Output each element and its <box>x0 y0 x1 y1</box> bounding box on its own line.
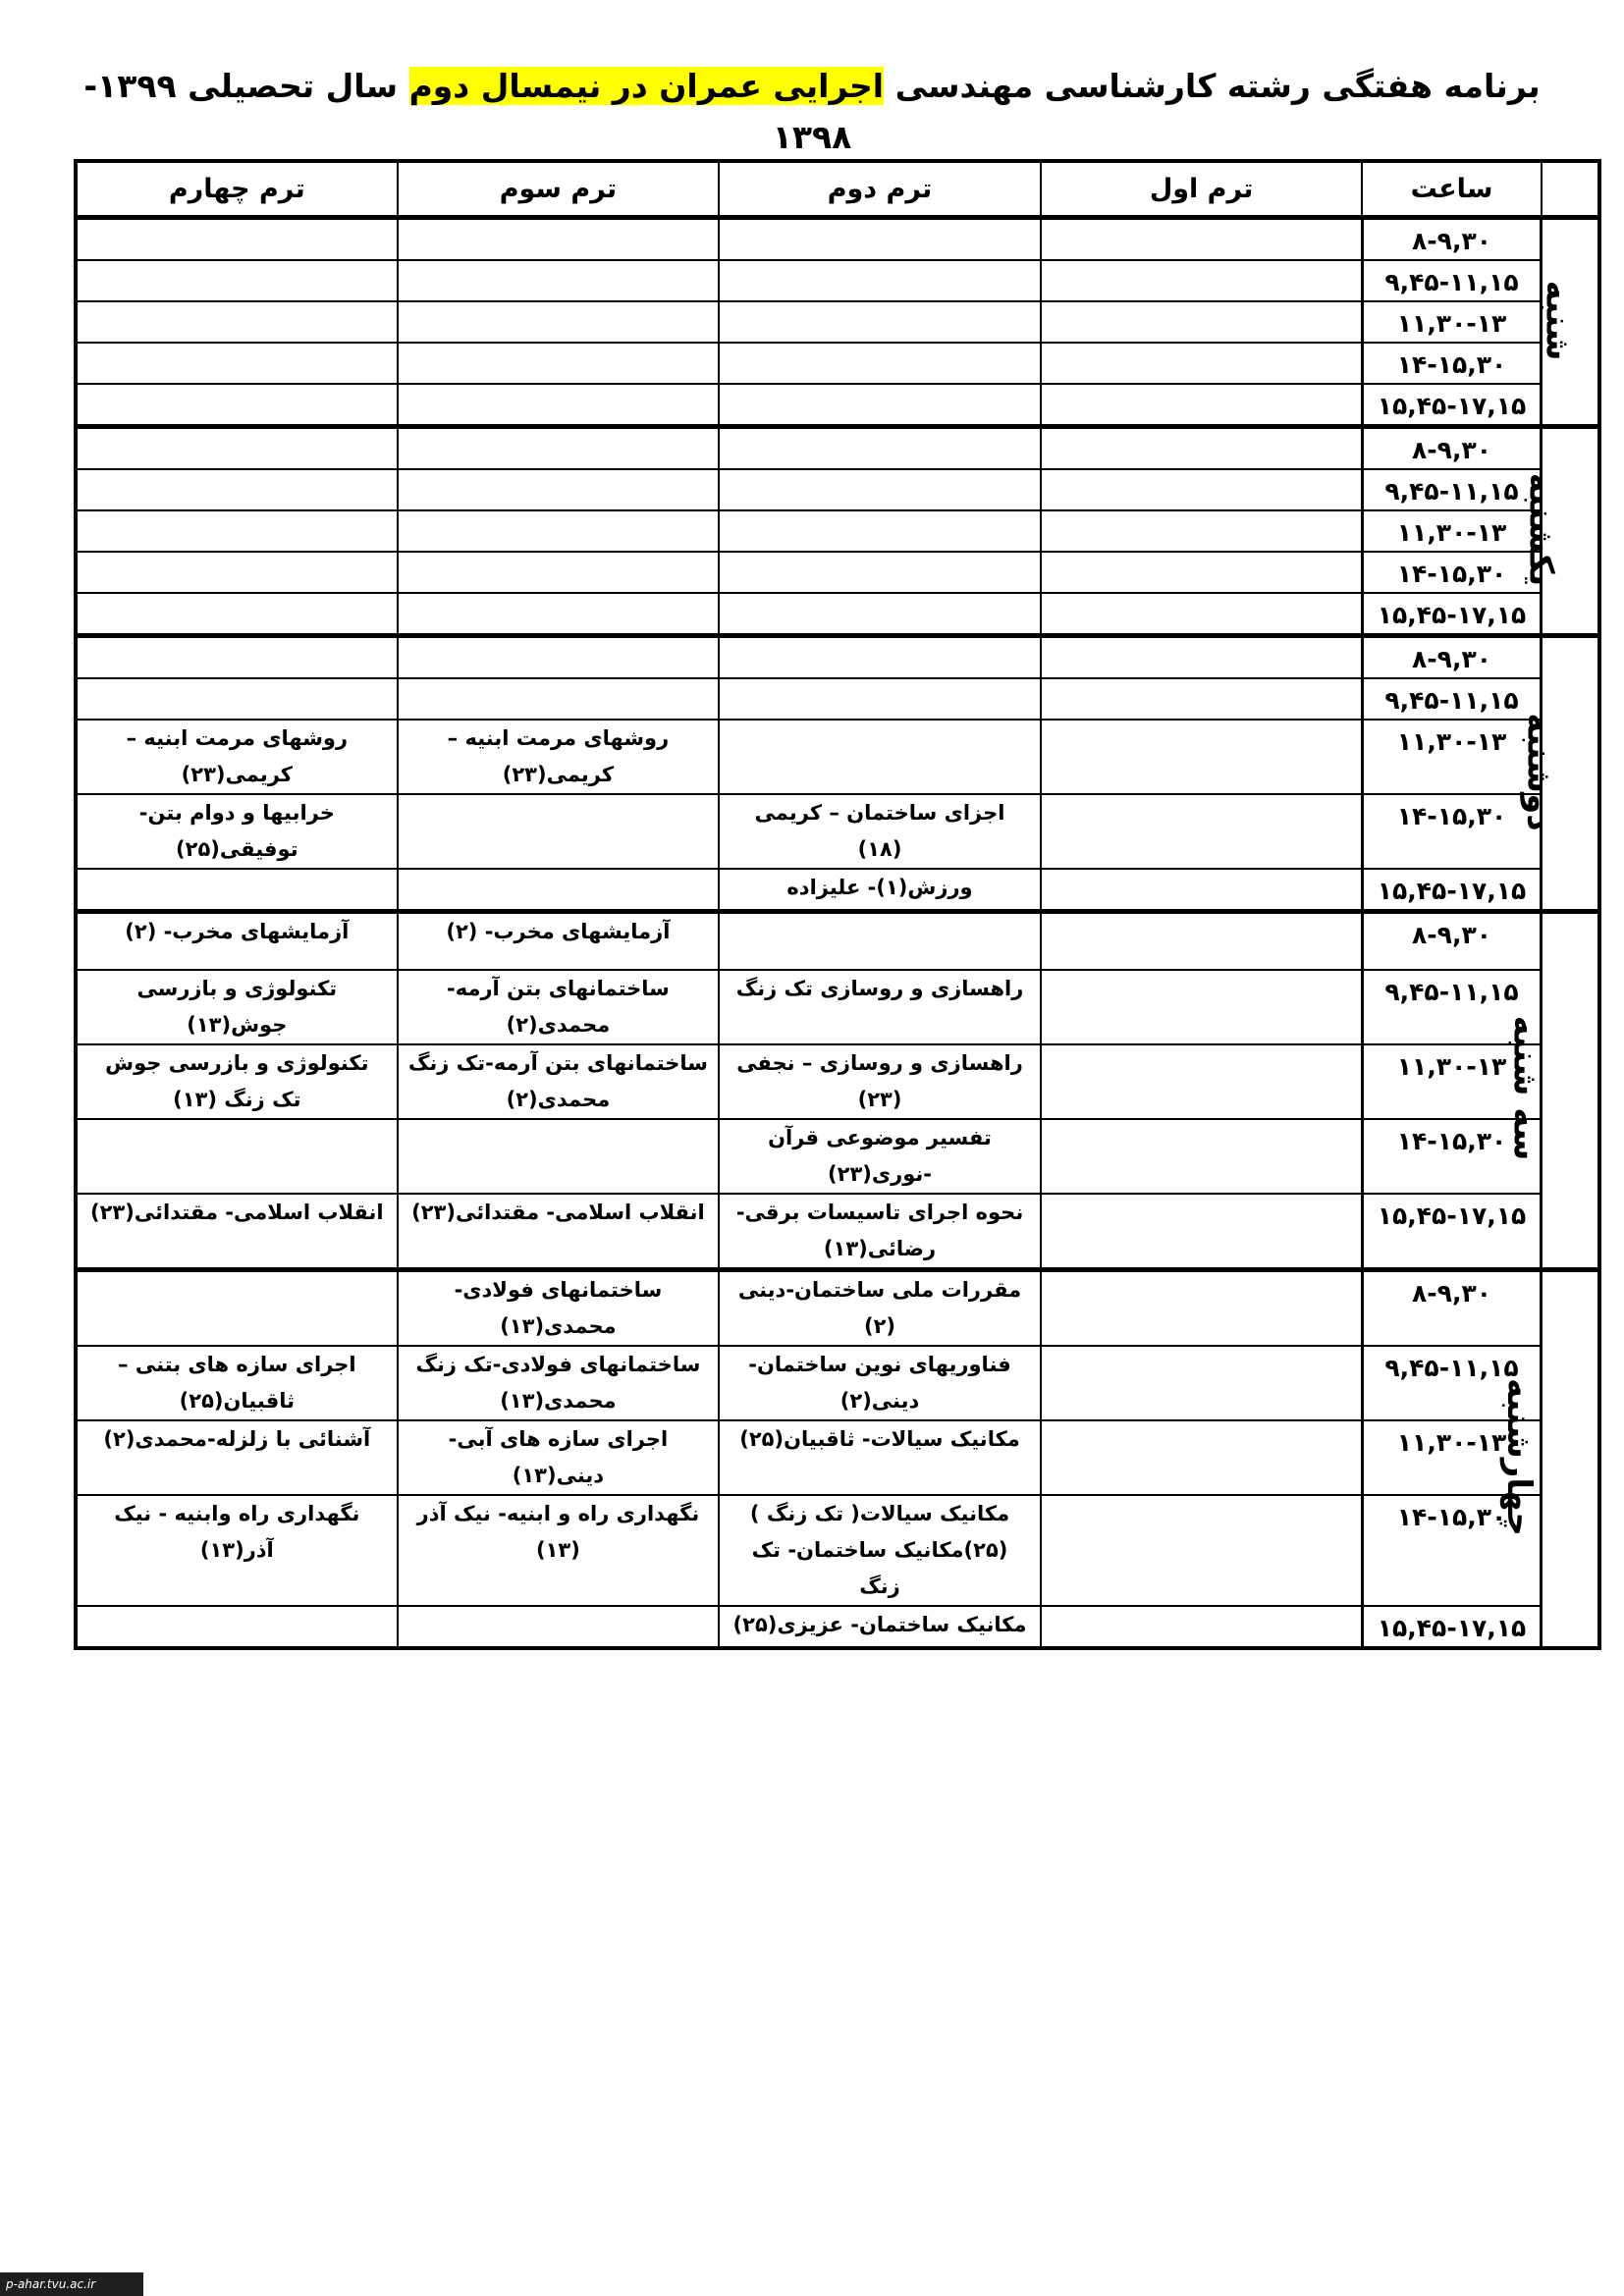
time-cell: ۱۴-۱۵,۳۰ <box>1362 1495 1541 1606</box>
term2-course-cell <box>719 593 1041 636</box>
term3-course-cell <box>398 343 720 384</box>
title-highlight: اجرایی عمران در نیمسال دوم <box>408 67 885 105</box>
table-row <box>76 1194 1599 1270</box>
term2-course-cell: راهسازی و روسازی تک زنگ <box>719 970 1041 1044</box>
time-cell: ۸-۹,۳۰ <box>1362 427 1541 470</box>
day-label: یکشنبه <box>1521 472 1561 586</box>
term4-course-cell <box>76 678 398 720</box>
table-row <box>76 427 1599 470</box>
term4-header: ترم چهارم <box>76 161 398 218</box>
table-row <box>76 1420 1599 1495</box>
term2-course-cell <box>719 218 1041 261</box>
term2-course-cell <box>719 343 1041 384</box>
time-cell: ۱۴-۱۵,۳۰ <box>1362 1119 1541 1194</box>
term4-course-cell: آزمایشهای مخرب- (۲) <box>76 912 398 970</box>
table-row <box>76 1269 1599 1346</box>
table-row <box>76 552 1599 593</box>
title-part2: سال تحصیلی ۱۳۹۹- ۱۳۹۸ <box>83 67 852 156</box>
table-row <box>76 1044 1599 1119</box>
term2-course-cell: ورزش(۱)- علیزاده <box>719 869 1041 912</box>
table-row <box>76 218 1599 261</box>
table-row <box>76 593 1599 636</box>
term4-course-cell <box>76 636 398 679</box>
table-row <box>76 912 1599 970</box>
term4-course-cell <box>76 218 398 261</box>
day-header-cell <box>1542 161 1599 218</box>
term1-course-cell <box>1041 1119 1363 1194</box>
term4-course-cell: انقلاب اسلامی- مقتدائی(۲۳) <box>76 1194 398 1270</box>
term3-course-cell <box>398 218 720 261</box>
time-header: ساعت <box>1362 161 1541 218</box>
term1-course-cell <box>1041 469 1363 510</box>
table-row <box>76 970 1599 1044</box>
time-cell: ۱۵,۴۵-۱۷,۱۵ <box>1362 869 1541 912</box>
term3-course-cell <box>398 1119 720 1194</box>
time-cell: ۹,۴۵-۱۱,۱۵ <box>1362 678 1541 720</box>
term4-course-cell <box>76 552 398 593</box>
term2-course-cell: نحوه اجرای تاسیسات برقی- رضائی(۱۳) <box>719 1194 1041 1270</box>
term2-course-cell <box>719 720 1041 794</box>
table-row <box>76 1346 1599 1420</box>
term1-course-cell <box>1041 510 1363 552</box>
term4-course-cell: آشنائی با زلزله-محمدی(۲) <box>76 1420 398 1495</box>
term1-course-cell <box>1041 869 1363 912</box>
time-cell: ۱۱,۳۰-۱۳ <box>1362 510 1541 552</box>
header-row <box>76 161 1599 218</box>
time-cell: ۱۵,۴۵-۱۷,۱۵ <box>1362 593 1541 636</box>
term3-course-cell: ساختمانهای فولادی- محمدی(۱۳) <box>398 1269 720 1346</box>
term1-course-cell <box>1041 1606 1363 1648</box>
time-cell: ۸-۹,۳۰ <box>1362 218 1541 261</box>
table-row <box>76 869 1599 912</box>
term2-course-cell <box>719 427 1041 470</box>
term3-course-cell <box>398 794 720 869</box>
time-cell: ۱۴-۱۵,۳۰ <box>1362 552 1541 593</box>
table-row <box>76 469 1599 510</box>
schedule-table <box>74 159 1601 1650</box>
table-row <box>76 1495 1599 1606</box>
term1-course-cell <box>1041 1194 1363 1270</box>
term2-course-cell: مکانیک سیالات- ثاقبیان(۲۵) <box>719 1420 1041 1495</box>
term1-course-cell <box>1041 218 1363 261</box>
term3-course-cell <box>398 301 720 343</box>
term1-course-cell <box>1041 1346 1363 1420</box>
table-row <box>76 510 1599 552</box>
day-label: سه شنبه <box>1505 1015 1545 1161</box>
time-cell: ۸-۹,۳۰ <box>1362 1269 1541 1346</box>
term4-course-cell: روشهای مرمت ابنیه – کریمی(۲۳) <box>76 720 398 794</box>
time-cell: ۹,۴۵-۱۱,۱۵ <box>1362 970 1541 1044</box>
term4-course-cell: تکنولوژی و بازرسی جوش(۱۳) <box>76 970 398 1044</box>
term3-course-cell <box>398 678 720 720</box>
term2-course-cell <box>719 469 1041 510</box>
term1-course-cell <box>1041 1495 1363 1606</box>
term4-course-cell: نگهداری راه وابنیه - نیک آذر(۱۳) <box>76 1495 398 1606</box>
term1-course-cell <box>1041 593 1363 636</box>
time-cell: ۱۴-۱۵,۳۰ <box>1362 343 1541 384</box>
term3-course-cell <box>398 869 720 912</box>
term3-header: ترم سوم <box>398 161 720 218</box>
time-cell: ۹,۴۵-۱۱,۱۵ <box>1362 469 1541 510</box>
term2-course-cell <box>719 678 1041 720</box>
term3-course-cell: ساختمانهای فولادی-تک زنگ محمدی(۱۳) <box>398 1346 720 1420</box>
table-row <box>76 260 1599 301</box>
time-cell: ۱۴-۱۵,۳۰ <box>1362 794 1541 869</box>
term4-course-cell <box>76 1269 398 1346</box>
term4-course-cell <box>76 469 398 510</box>
term2-course-cell <box>719 552 1041 593</box>
term3-course-cell <box>398 384 720 427</box>
term3-course-cell <box>398 1606 720 1648</box>
table-row <box>76 1606 1599 1648</box>
term1-course-cell <box>1041 912 1363 970</box>
table-row <box>76 384 1599 427</box>
term3-course-cell <box>398 593 720 636</box>
term3-course-cell: ساختمانهای بتن آرمه- محمدی(۲) <box>398 970 720 1044</box>
time-cell: ۱۵,۴۵-۱۷,۱۵ <box>1362 384 1541 427</box>
term3-course-cell: انقلاب اسلامی- مقتدائی(۲۳) <box>398 1194 720 1270</box>
term3-course-cell: اجرای سازه های آبی-دینی(۱۳) <box>398 1420 720 1495</box>
table-row <box>76 636 1599 679</box>
term1-course-cell <box>1041 720 1363 794</box>
term2-course-cell <box>719 301 1041 343</box>
page-title <box>59 61 1565 163</box>
term2-course-cell: فناوریهای نوین ساختمان- دینی(۲) <box>719 1346 1041 1420</box>
term4-course-cell: خرابیها و دوام بتن-توفیقی(۲۵) <box>76 794 398 869</box>
term4-course-cell <box>76 384 398 427</box>
term4-course-cell: تکنولوژی و بازرسی جوش تک زنگ (۱۳) <box>76 1044 398 1119</box>
term2-course-cell <box>719 912 1041 970</box>
time-cell: ۹,۴۵-۱۱,۱۵ <box>1362 260 1541 301</box>
term4-course-cell <box>76 301 398 343</box>
footer-url: p-ahar.tvu.ac.ir <box>0 2272 143 2296</box>
title-part1: برنامه هفتگی رشته کارشناسی مهندسی <box>894 67 1541 105</box>
term2-course-cell: مکانیک ساختمان- عزیزی(۲۵) <box>719 1606 1041 1648</box>
day-cell <box>1538 218 1599 427</box>
term4-course-cell <box>76 510 398 552</box>
table-row <box>76 720 1599 794</box>
time-cell: ۹,۴۵-۱۱,۱۵ <box>1362 1346 1541 1420</box>
term1-course-cell <box>1041 1420 1363 1495</box>
term2-course-cell <box>719 510 1041 552</box>
time-cell: ۸-۹,۳۰ <box>1362 912 1541 970</box>
term4-course-cell <box>76 427 398 470</box>
term1-course-cell <box>1041 427 1363 470</box>
time-cell: ۱۱,۳۰-۱۳ <box>1362 720 1541 794</box>
term1-course-cell <box>1041 678 1363 720</box>
term3-course-cell <box>398 552 720 593</box>
table-row <box>76 343 1599 384</box>
term3-course-cell: نگهداری راه و ابنیه- نیک آذر (۱۳) <box>398 1495 720 1606</box>
term2-course-cell: تفسیر موضوعی قرآن -نوری(۲۳) <box>719 1119 1041 1194</box>
time-cell: ۱۱,۳۰-۱۳ <box>1362 1044 1541 1119</box>
day-label: چهارشنبه <box>1498 1377 1539 1536</box>
day-cell <box>1498 1269 1599 1648</box>
term4-course-cell: اجرای سازه های بتنی – ثاقبیان(۲۵) <box>76 1346 398 1420</box>
time-cell: ۱۱,۳۰-۱۳ <box>1362 1420 1541 1495</box>
term4-course-cell <box>76 1606 398 1648</box>
time-cell: ۱۱,۳۰-۱۳ <box>1362 301 1541 343</box>
term3-course-cell <box>398 427 720 470</box>
term2-header: ترم دوم <box>719 161 1041 218</box>
term1-course-cell <box>1041 1269 1363 1346</box>
term2-course-cell: مکانیک سیالات( تک زنگ ) (۲۵)مکانیک ساختمان- تک زنگ <box>719 1495 1041 1606</box>
term3-course-cell: روشهای مرمت ابنیه – کریمی(۲۳) <box>398 720 720 794</box>
table-row <box>76 794 1599 869</box>
term2-course-cell <box>719 384 1041 427</box>
term1-course-cell <box>1041 343 1363 384</box>
term1-course-cell <box>1041 794 1363 869</box>
term4-course-cell <box>76 869 398 912</box>
day-label: دوشنبه <box>1519 712 1559 831</box>
day-cell <box>1505 912 1599 1270</box>
term2-course-cell: راهسازی و روسازی – نجفی (۲۳) <box>719 1044 1041 1119</box>
term1-course-cell <box>1041 260 1363 301</box>
term1-course-cell <box>1041 970 1363 1044</box>
term3-course-cell <box>398 469 720 510</box>
term1-course-cell <box>1041 384 1363 427</box>
day-cell <box>1521 427 1599 636</box>
term3-course-cell: ساختمانهای بتن آرمه-تک زنگ محمدی(۲) <box>398 1044 720 1119</box>
term2-course-cell <box>719 636 1041 679</box>
term3-course-cell <box>398 260 720 301</box>
time-cell: ۱۵,۴۵-۱۷,۱۵ <box>1362 1194 1541 1270</box>
term1-course-cell <box>1041 301 1363 343</box>
table-row <box>76 1119 1599 1194</box>
term4-course-cell <box>76 343 398 384</box>
term4-course-cell <box>76 593 398 636</box>
term3-course-cell: آزمایشهای مخرب- (۲) <box>398 912 720 970</box>
term1-header: ترم اول <box>1041 161 1363 218</box>
term1-course-cell <box>1041 552 1363 593</box>
term4-course-cell <box>76 260 398 301</box>
table-row <box>76 301 1599 343</box>
time-cell: ۸-۹,۳۰ <box>1362 636 1541 679</box>
term3-course-cell <box>398 510 720 552</box>
term2-course-cell: مقررات ملی ساختمان-دینی (۲) <box>719 1269 1041 1346</box>
table-row <box>76 678 1599 720</box>
term2-course-cell <box>719 260 1041 301</box>
term3-course-cell <box>398 636 720 679</box>
day-label: شنبه <box>1538 280 1578 360</box>
schedule-body <box>76 218 1599 1648</box>
time-cell: ۱۵,۴۵-۱۷,۱۵ <box>1362 1606 1541 1648</box>
term2-course-cell: اجزای ساختمان – کریمی (۱۸) <box>719 794 1041 869</box>
term1-course-cell <box>1041 636 1363 679</box>
day-cell <box>1519 636 1599 912</box>
term1-course-cell <box>1041 1044 1363 1119</box>
term4-course-cell <box>76 1119 398 1194</box>
